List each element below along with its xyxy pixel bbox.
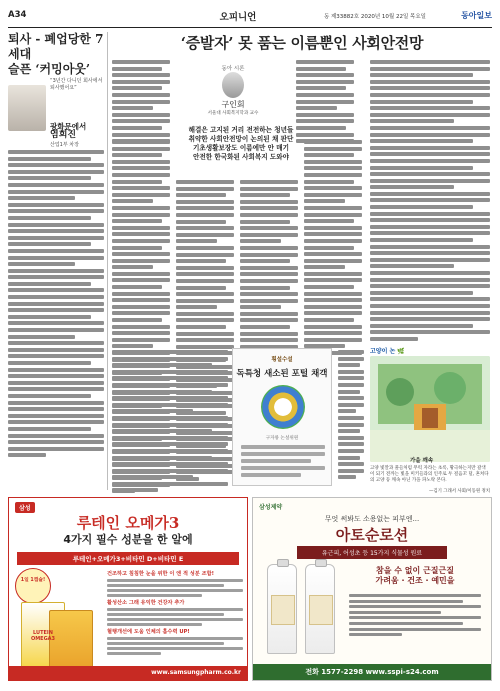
inset-logo-image <box>261 385 305 429</box>
column-divider <box>107 32 108 490</box>
main-body-col5 <box>370 60 490 344</box>
product-bottle <box>305 564 335 654</box>
photo-column <box>370 346 490 496</box>
feature-heading: 건조하고 침침한 눈을 위한 이 엔 적 성분 조합! <box>107 571 215 577</box>
subhead-block <box>176 126 306 162</box>
ad-subline: 4가지 필수 성분을 한 알에 <box>63 533 193 546</box>
inset-title: 독특청 새소된 포털 채객 <box>236 369 328 379</box>
ad-contact[interactable]: 전화 1577-2298 www.sspi-s24.com <box>253 664 491 680</box>
ad-brand-badge: 삼성 <box>15 502 35 513</box>
ad-body-text <box>349 594 481 639</box>
photo-image <box>370 356 490 462</box>
author-affiliation: 서울대 사회복지학과 교수 <box>207 111 259 116</box>
main-body-col4 <box>304 140 362 358</box>
ad-ingredient-bar: 유근피, 어성초 등 15가지 식물성 원료 <box>297 546 447 559</box>
inset-byline: 구자룡 논설위원 <box>265 436 299 441</box>
lutein-omega3-ad[interactable] <box>8 497 248 681</box>
writer-name: 염희진 <box>50 130 77 140</box>
ad-features <box>107 570 243 657</box>
ad-brand: 삼성제약 <box>259 504 283 511</box>
left-body-text <box>8 150 104 460</box>
subhead-line: 기초생활보장도 이름에만 안 매기 <box>192 144 290 152</box>
pitch-line: 가려움 · 건조 · 예민을 <box>375 576 455 585</box>
product-bottle <box>267 564 297 654</box>
series-label: 동아 시론 <box>221 66 245 72</box>
left-quote: “3년간 다니던 회사에서 퇴사했어요” <box>50 78 103 91</box>
ad-ingredient-bar: 루테인+오메가3+비타민 D+비타민 E <box>17 552 239 565</box>
left-headline-1: 퇴사 - 폐업당한 7세대 <box>8 32 104 61</box>
main-article <box>112 32 492 53</box>
issue-date: 동 제33882호 2020년 10월 22일 목요일 <box>323 14 426 20</box>
section-title: 오피니언 <box>219 12 257 23</box>
ad-product-name: 아토순로션 <box>335 526 409 544</box>
photo-column-heading: 고양이 논 🌿 <box>370 348 405 355</box>
subhead-line: 취약한 사회안전망이 논의된 채 판단 <box>188 135 294 143</box>
subhead-line: 안전한 한국화된 사회복지 도와야 <box>192 153 290 161</box>
author-name: 구인회 <box>221 100 245 109</box>
ad-tagline: 무엇 써봐도 소용없는 피부엔... <box>324 515 420 523</box>
main-body-bottom-left <box>112 350 228 495</box>
photo-credit: —김기 그래서 사회/이동원 정치 <box>429 489 490 494</box>
masthead <box>8 6 492 28</box>
page-number: A34 <box>8 10 27 20</box>
main-body-bottom-right <box>338 350 364 482</box>
author-block <box>178 64 288 116</box>
left-headline-2: 슬픈 ‘커밍아웃’ <box>8 62 91 76</box>
main-body-col1-top <box>112 60 170 146</box>
feature-heading: 활성산소 그래 유익한 건강자 추가 <box>107 600 185 606</box>
writer-photo <box>8 85 46 131</box>
author-photo <box>222 72 244 98</box>
main-headline: ‘증발자’ 못 품는 이름뿐인 사회안전망 <box>180 34 424 52</box>
newspaper-logo: 동아일보 <box>461 10 492 20</box>
photo-illustration <box>370 356 490 462</box>
writer-label: 광화문에서 <box>50 122 87 131</box>
inset-column <box>232 348 332 486</box>
feature-heading: 혈행개선에 도움 인체의 흡수력 UP! <box>107 629 190 635</box>
ad-headline: 루테인 오메가3 <box>76 514 180 532</box>
writer-desk: 산업1부 차장 <box>50 142 79 148</box>
photo-caption: 고양 빛깔과 풀들처럼 무럭 자라는 초록, 황극하는지만 갈색이 되기 전까는 빛을 미키들과의 인주로 두 걸음꼬 덜, 흔쳐다 의 고양 등 깨속 아닌 가을 파노락 본다. <box>370 466 489 483</box>
photo-title: 가을 깨속 <box>410 458 434 464</box>
ad-pitch <box>345 566 485 586</box>
product-label: LUTEIN OMEGA3 <box>30 630 56 642</box>
capsule-badge: 1일 1캡슐! <box>15 568 51 604</box>
inset-label: 횡설수설 <box>271 357 293 363</box>
subhead-line: 해결은 고지된 거리 전전하는 청년들 <box>188 126 294 134</box>
atosun-lotion-ad[interactable] <box>252 497 492 681</box>
left-byline <box>50 122 86 150</box>
pitch-line: 참을 수 없이 근질근질 <box>376 566 454 575</box>
ad-contact[interactable]: www.samsungpharm.co.kr <box>9 666 247 680</box>
